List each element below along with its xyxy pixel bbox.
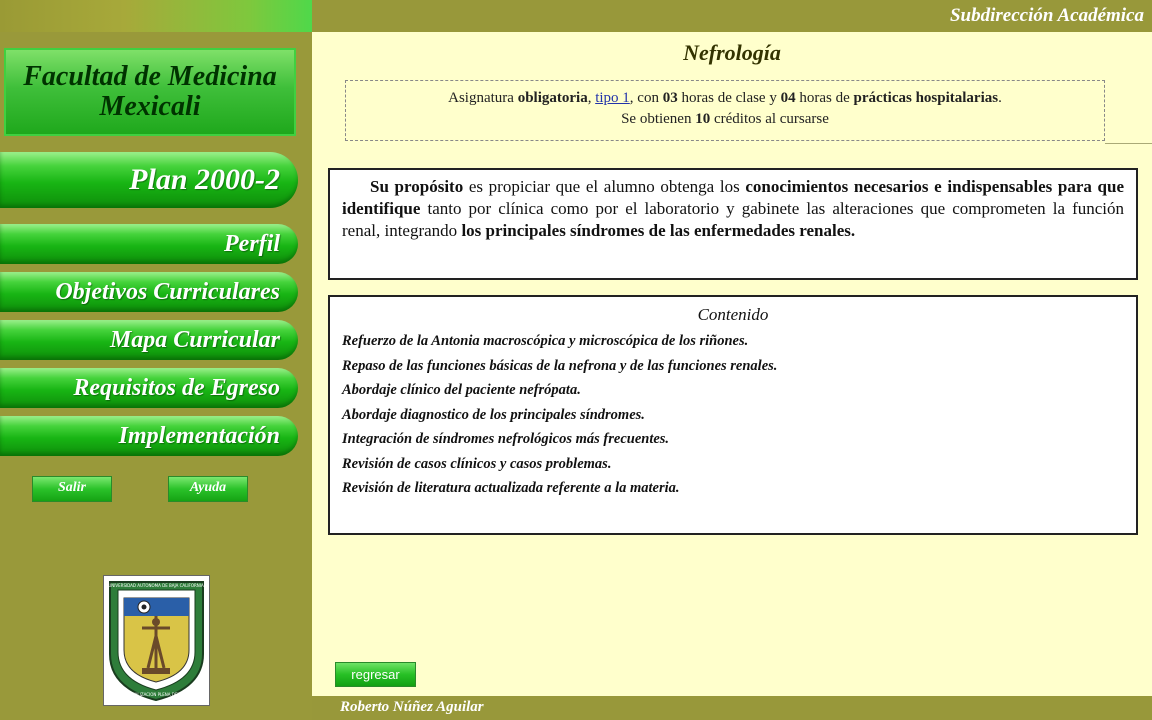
- list-item: Integración de síndromes nefrológicos más frecuentes.: [342, 431, 670, 447]
- university-seal-logo: [103, 575, 210, 706]
- nav-mapa-curricular-button[interactable]: Mapa Curricular: [0, 320, 298, 360]
- type-link[interactable]: tipo 1: [595, 90, 630, 106]
- list-item: Abordaje diagnostico de los principales síndromes.: [342, 406, 645, 423]
- purpose-text: Su propósito: [370, 177, 464, 196]
- info-text: .: [998, 90, 1002, 106]
- info-class-hours: 03: [662, 90, 678, 106]
- faculty-title-box: [4, 48, 296, 136]
- info-text: ,: [587, 90, 596, 106]
- divider-line: [1105, 143, 1152, 144]
- purpose-box: [328, 168, 1138, 280]
- info-practices: prácticas hospitalarias: [853, 90, 999, 106]
- subject-title: Nefrología: [683, 40, 781, 65]
- info-mandatory: obligatoria: [517, 90, 588, 106]
- back-button[interactable]: regresar: [335, 662, 416, 687]
- nav-implementacion-button[interactable]: Implementación: [0, 416, 298, 456]
- content-box: [328, 295, 1138, 535]
- info-practice-hours: 04: [780, 90, 796, 106]
- faculty-title-line2: Mexicali: [99, 91, 201, 122]
- info-text: créditos al cursarse: [710, 111, 829, 127]
- info-text: , con: [629, 90, 663, 106]
- list-item: Abordaje clínico del paciente nefrópata.: [342, 382, 581, 398]
- purpose-text: es propiciar que el alumno obtenga los: [463, 177, 746, 196]
- top-bar-left: [0, 0, 312, 32]
- seal-top-text: UNIVERSIDAD AUTONOMA DE BAJA CALIFORNIA: [108, 583, 204, 588]
- exit-button[interactable]: Salir: [32, 476, 112, 502]
- info-text: Asignatura: [448, 90, 518, 106]
- info-text: Se obtienen: [621, 111, 696, 127]
- purpose-text: los principales síndromes de las enfermedades renales.: [461, 221, 856, 240]
- subject-info-line1: [346, 88, 1104, 109]
- purpose-text: conocimientos necesarios e indispensables para que identifique: [342, 177, 1124, 218]
- plan-button[interactable]: Plan 2000-2: [0, 152, 298, 208]
- university-seal-icon: [104, 576, 209, 705]
- department-title: Subdirección Académica: [949, 5, 1144, 26]
- seal-motto-text: POR LA REALIZACION PLENA DEL HOMBRE: [113, 692, 199, 697]
- content-heading: Contenido: [697, 305, 769, 324]
- info-credits: 10: [695, 111, 711, 127]
- list-item: Revisión de literatura actualizada referente a la materia.: [342, 480, 680, 496]
- faculty-title-line1: Facultad de Medicina: [23, 61, 277, 92]
- info-text: horas de: [795, 90, 854, 106]
- author-credit: Roberto Núñez Aguilar: [340, 699, 484, 715]
- purpose-text: tanto por clínica como por el laboratorio y gabinete las alteraciones que comprometen la función renal, integrando: [342, 199, 1124, 240]
- subject-info-box: [345, 80, 1105, 141]
- nav-requisitos-de-egreso-button[interactable]: Requisitos de Egreso: [0, 368, 298, 408]
- nav-objetivos-curriculares-button[interactable]: Objetivos Curriculares: [0, 272, 298, 312]
- list-item: Refuerzo de la Antonia macroscópica y microscópica de los riñones.: [342, 333, 749, 349]
- list-item: Repaso de las funciones básicas de la nefrona y de las funciones renales.: [342, 357, 778, 374]
- subject-info-line2: [346, 109, 1104, 130]
- help-button[interactable]: Ayuda: [168, 476, 248, 502]
- list-item: Revisión de casos clínicos y casos problemas.: [342, 455, 612, 472]
- nav-perfil-button[interactable]: Perfil: [0, 224, 298, 264]
- info-text: horas de clase y: [677, 90, 781, 106]
